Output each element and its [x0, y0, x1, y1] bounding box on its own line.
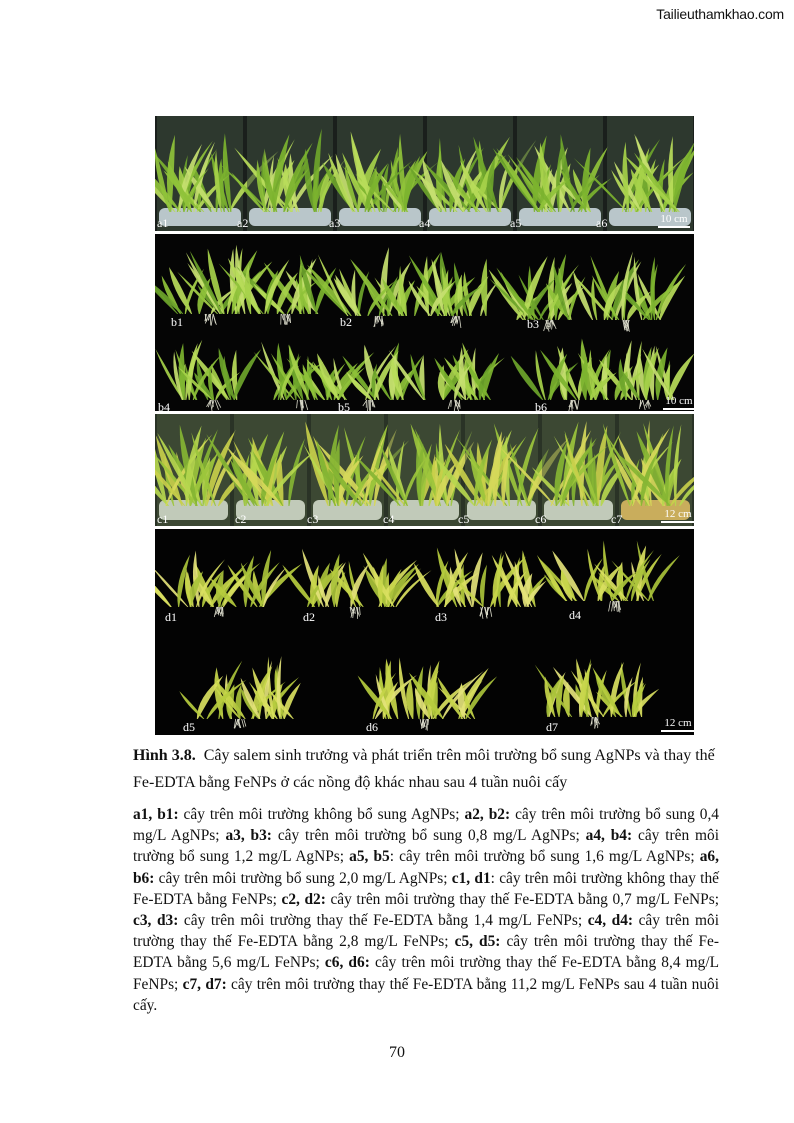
- figure-3-8: [155, 116, 694, 735]
- label-d4: d4: [569, 608, 581, 622]
- label-a3: a3: [329, 216, 341, 230]
- scale-c-text: 12 cm: [664, 508, 692, 520]
- label-a4: a4: [419, 216, 431, 230]
- scale-a: [658, 214, 690, 228]
- panel-a-flasks: [155, 116, 694, 231]
- desc-key: c7, d7:: [182, 975, 227, 993]
- label-d6: d6: [366, 720, 378, 734]
- desc-key: c6, d6:: [324, 954, 370, 972]
- label-a5: a5: [510, 216, 522, 230]
- panel-a-photo: [155, 116, 694, 231]
- scale-d-text: 12 cm: [664, 717, 692, 729]
- label-b3: b3: [527, 317, 539, 331]
- label-a2: a2: [237, 216, 249, 230]
- desc-key: c5, d5:: [454, 933, 501, 951]
- label-d1: d1: [165, 610, 177, 624]
- label-b5: b5: [338, 400, 350, 414]
- figure-caption: [133, 742, 719, 796]
- label-c2: c2: [235, 512, 247, 526]
- figure-description: [133, 804, 719, 1016]
- label-d7: d7: [546, 720, 558, 734]
- panel-d-plantlets: [155, 529, 694, 735]
- label-c6: c6: [535, 512, 547, 526]
- desc-key: c3, d3:: [133, 912, 179, 930]
- panel-b-plantlets: [155, 234, 694, 414]
- desc-key: c1, d1: [451, 869, 491, 887]
- desc-key: a3, b3:: [225, 827, 272, 845]
- scale-b-text: 10 cm: [665, 395, 693, 407]
- desc-text: cây trên môi trường thay thế Fe-EDTA bằng 2,8 mg/L FeNPs;: [133, 912, 719, 951]
- desc-key: a4, b4:: [585, 827, 633, 845]
- label-d3: d3: [435, 610, 447, 624]
- panel-b-photo: [155, 234, 694, 414]
- scale-c: [661, 509, 695, 523]
- label-b4: b4: [158, 400, 170, 414]
- label-b2: b2: [340, 315, 352, 329]
- desc-text: cây trên môi trường bổ sung 0,8 mg/L AgNPs;: [271, 827, 586, 845]
- desc-key: a2, b2:: [464, 806, 511, 823]
- label-c7: c7: [611, 512, 623, 526]
- panel-d-photo: [155, 529, 694, 735]
- label-a1: a1: [157, 216, 169, 230]
- desc-text: cây trên môi trường bổ sung 0,4 mg/L AgNPs;: [133, 806, 720, 845]
- desc-text: : cây trên môi trường không thay thế Fe-EDTA bằng FeNPs;: [133, 869, 719, 908]
- label-d5: d5: [183, 720, 195, 734]
- scale-d: [661, 718, 695, 732]
- label-c1: c1: [157, 512, 169, 526]
- desc-text: : cây trên môi trường bổ sung 1,6 mg/L AgNPs;: [389, 848, 700, 866]
- desc-text: cây trên môi trường bổ sung 2,0 mg/L AgNPs;: [154, 869, 452, 887]
- label-c3: c3: [307, 512, 319, 526]
- label-b1: b1: [171, 315, 183, 329]
- panel-c-flasks: [155, 414, 694, 526]
- desc-key: c2, d2:: [281, 890, 326, 908]
- desc-text: cây trên môi trường thay thế Fe-EDTA bằng 0,7 mg/L FeNPs;: [325, 890, 719, 908]
- desc-key: a5, b5: [349, 848, 390, 866]
- watermark: Tailieuthamkhao.com: [656, 6, 784, 22]
- panel-c-photo: [155, 414, 694, 526]
- desc-text: cây trên môi trường thay thế Fe-EDTA bằng 11,2 mg/L FeNPs sau 4 tuần nuôi cấy.: [133, 975, 719, 1014]
- desc-text: cây trên môi trường thay thế Fe-EDTA bằng 8,4 mg/L FeNPs;: [133, 954, 719, 993]
- desc-key: c4, d4:: [587, 912, 634, 930]
- label-a6: a6: [596, 216, 608, 230]
- desc-key: a1, b1:: [133, 806, 179, 823]
- label-b6: b6: [535, 400, 547, 414]
- desc-text: cây trên môi trường không bổ sung AgNPs;: [178, 806, 465, 823]
- desc-text: cây trên môi trường thay thế Fe-EDTA bằng 5,6 mg/L FeNPs;: [133, 933, 719, 972]
- label-c5: c5: [458, 512, 470, 526]
- label-d2: d2: [303, 610, 315, 624]
- label-c4: c4: [383, 512, 395, 526]
- desc-key: a6, b6:: [133, 848, 719, 887]
- scale-a-text: 10 cm: [660, 213, 688, 225]
- desc-text: cây trên môi trường thay thế Fe-EDTA bằng 1,4 mg/L FeNPs;: [178, 912, 588, 930]
- scale-b: [663, 396, 695, 410]
- caption-text: Cây salem sinh trưởng và phát triển trên môi trường bổ sung AgNPs và thay thế Fe-EDTA bằng FeNPs ở các nồng độ khác nhau sau 4 tuần nuôi cấy: [133, 747, 715, 791]
- caption-number: Hình 3.8.: [133, 747, 196, 764]
- page-number: 70: [389, 1044, 405, 1061]
- desc-text: cây trên môi trường bổ sung 1,2 mg/L AgNPs;: [133, 827, 719, 866]
